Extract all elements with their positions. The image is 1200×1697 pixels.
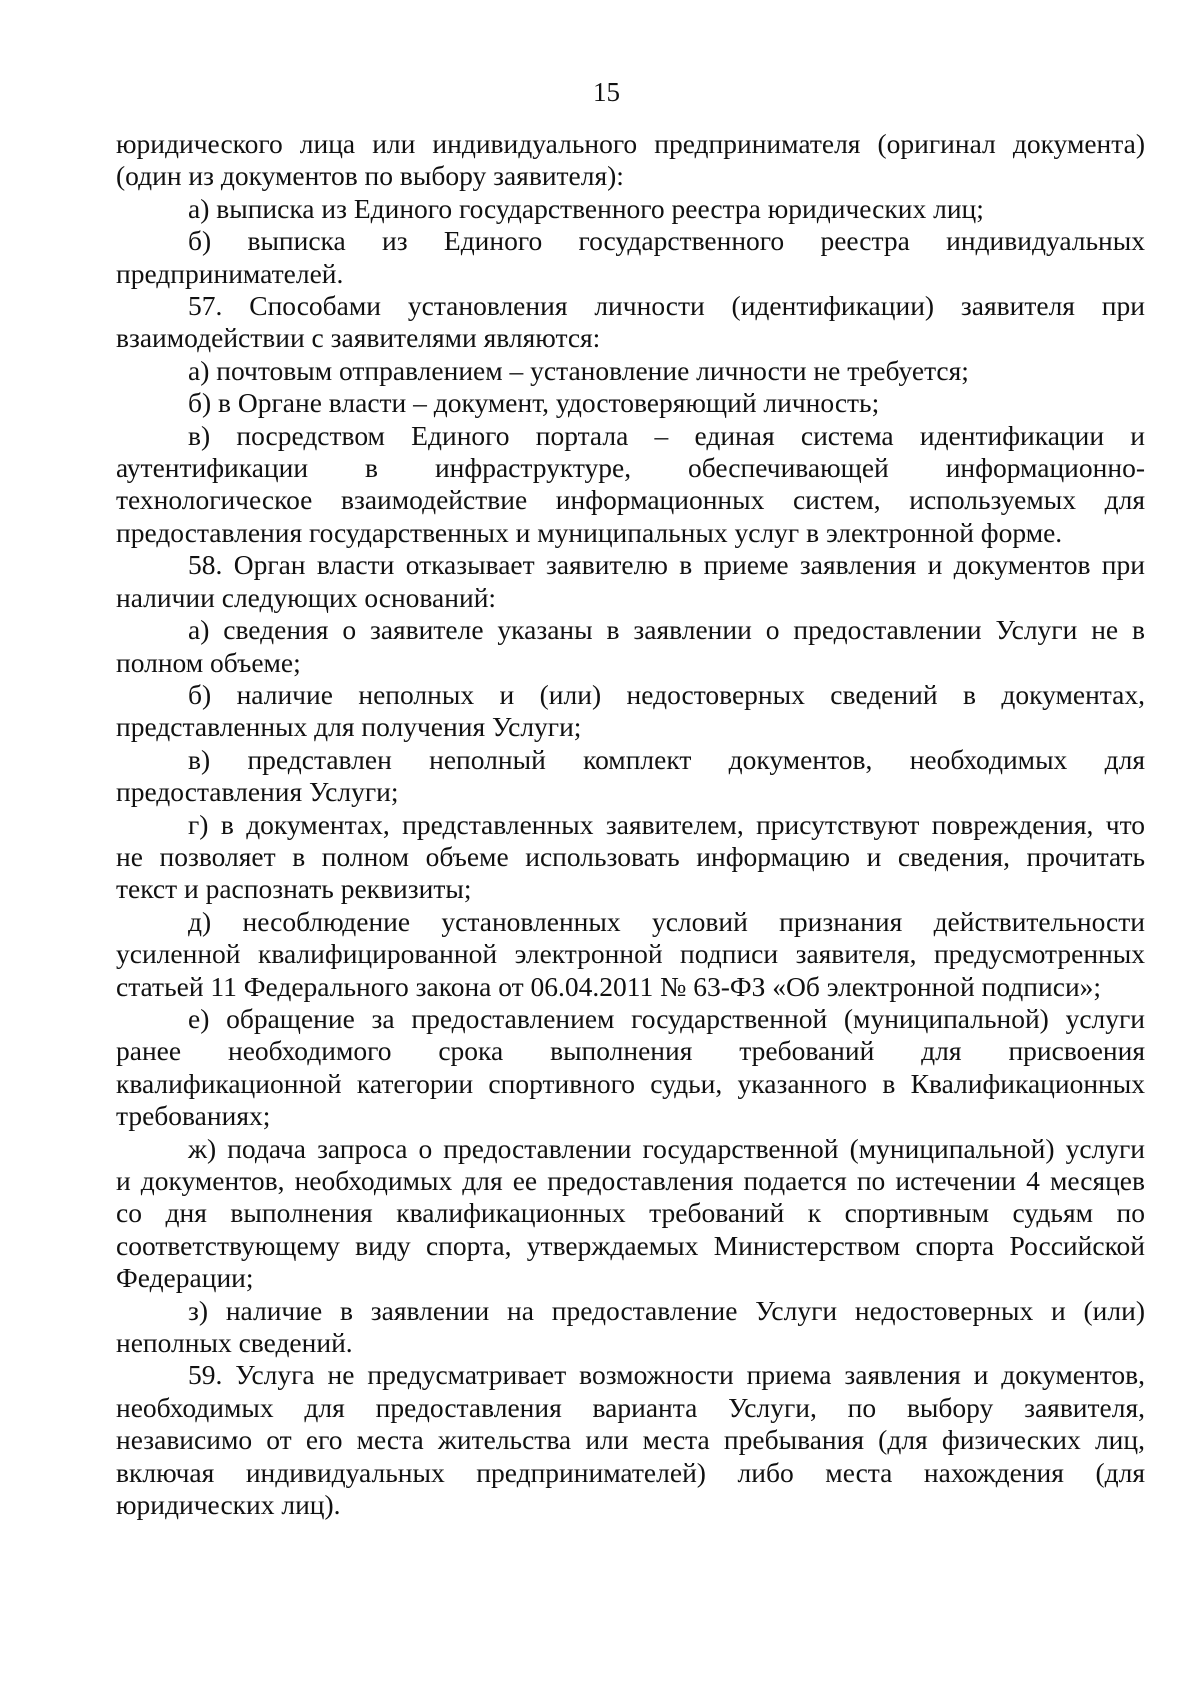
text-line: а) сведения о заявителе указаны в заявлении о предоставлении Услуги не в (188, 614, 1145, 646)
list-item-v (116, 420, 1145, 550)
list-item-b (116, 225, 1145, 290)
text-line: квалификационной категории спортивного судьи, указанного в Квалификационных (116, 1067, 1145, 1099)
text-line: в) посредством Единого портала – единая система идентификации и (188, 419, 1145, 451)
text-line: б) наличие неполных и (или) недостоверных сведений в документах, (188, 678, 1145, 710)
text-line: в) представлен неполный комплект документов, необходимых для (188, 743, 1145, 775)
list-item-a (116, 355, 1145, 387)
text-line: е) обращение за предоставлением государственной (муниципальной) услуги (188, 1002, 1145, 1034)
text-line: взаимодействии с заявителями являются: (116, 322, 601, 354)
text-line: независимо от его места жительства или места пребывания (для физических лиц, (116, 1424, 1145, 1456)
text-line: необходимых для предоставления варианта Услуги, по выбору заявителя, (116, 1391, 1145, 1423)
text-line: 58. Орган власти отказывает заявителю в приеме заявления и документов при (188, 549, 1145, 581)
text-line: соответствующему виду спорта, утверждаемых Министерством спорта Российской (116, 1229, 1145, 1261)
list-item-d (116, 906, 1145, 1003)
text-line: предоставления Услуги; (116, 776, 399, 808)
list-item-v (116, 744, 1145, 809)
text-line: г) в документах, представленных заявителем, присутствуют повреждения, что (188, 808, 1145, 840)
text-line: полном объеме; (116, 646, 301, 678)
text-line: включая индивидуальных предпринимателей) либо места нахождения (для (116, 1456, 1145, 1488)
page-number: 15 (593, 77, 620, 107)
list-item-a (116, 614, 1145, 679)
text-line: з) наличие в заявлении на предоставление Услуги недостоверных и (или) (188, 1294, 1145, 1326)
text-line: технологическое взаимодействие информационных систем, используемых для (116, 484, 1145, 516)
text-line: текст и распознать реквизиты; (116, 873, 472, 905)
text-line: наличии следующих оснований: (116, 581, 497, 613)
text-line: юридических лиц). (116, 1489, 341, 1521)
text-line: статьей 11 Федерального закона от 06.04.2011 № 63-ФЗ «Об электронной подписи»; (116, 970, 1102, 1002)
text-line: 59. Услуга не предусматривает возможности приема заявления и документов, (188, 1359, 1145, 1391)
text-line: юридического лица или индивидуального предпринимателя (оригинал документа) (116, 128, 1145, 159)
text-line: неполных сведений. (116, 1327, 353, 1359)
text-line: 57. Способами установления личности (идентификации) заявителя при (188, 290, 1145, 322)
list-item-e (116, 1003, 1145, 1133)
list-item-z (116, 1295, 1145, 1360)
clause-57 (116, 290, 1145, 355)
clause-58 (116, 549, 1145, 614)
text-line: предоставления государственных и муниципальных услуг в электронной форме. (116, 516, 1063, 548)
list-item-a (116, 193, 1145, 225)
list-item-g (116, 809, 1145, 906)
text-line: представленных для получения Услуги; (116, 711, 582, 743)
paragraph-continuation (116, 128, 1145, 193)
text-line: ж) подача запроса о предоставлении государственной (муниципальной) услуги (188, 1132, 1145, 1164)
document-body (116, 128, 1145, 1521)
text-line: а) выписка из Единого государственного реестра юридических лиц; (188, 192, 984, 224)
text-line: усиленной квалифицированной электронной подписи заявителя, предусмотренных (116, 938, 1145, 970)
list-item-zh (116, 1133, 1145, 1295)
text-line: б) выписка из Единого государственного реестра индивидуальных (188, 225, 1145, 257)
text-line: Федерации; (116, 1262, 254, 1294)
text-line: предпринимателей. (116, 257, 344, 289)
text-line: аутентификации в инфраструктуре, обеспечивающей информационно- (116, 452, 1145, 484)
text-line: не позволяет в полном объеме использовать информацию и сведения, прочитать (116, 840, 1145, 872)
list-item-b (116, 387, 1145, 419)
text-line: б) в Органе власти – документ, удостоверяющий личность; (188, 387, 880, 419)
text-line: и документов, необходимых для ее предоставления подается по истечении 4 месяцев (116, 1165, 1145, 1196)
text-line: ранее необходимого срока выполнения требований для присвоения (116, 1035, 1145, 1067)
list-item-b (116, 679, 1145, 744)
text-line: со дня выполнения квалификационных требований к спортивным судьям по (116, 1197, 1145, 1229)
text-line: (один из документов по выбору заявителя): (116, 160, 624, 192)
clause-59 (116, 1359, 1145, 1521)
text-line: требованиях; (116, 1100, 271, 1132)
text-line: а) почтовым отправлением – установление личности не требуется; (188, 354, 969, 386)
text-line: д) несоблюдение установленных условий признания действительности (188, 905, 1145, 937)
